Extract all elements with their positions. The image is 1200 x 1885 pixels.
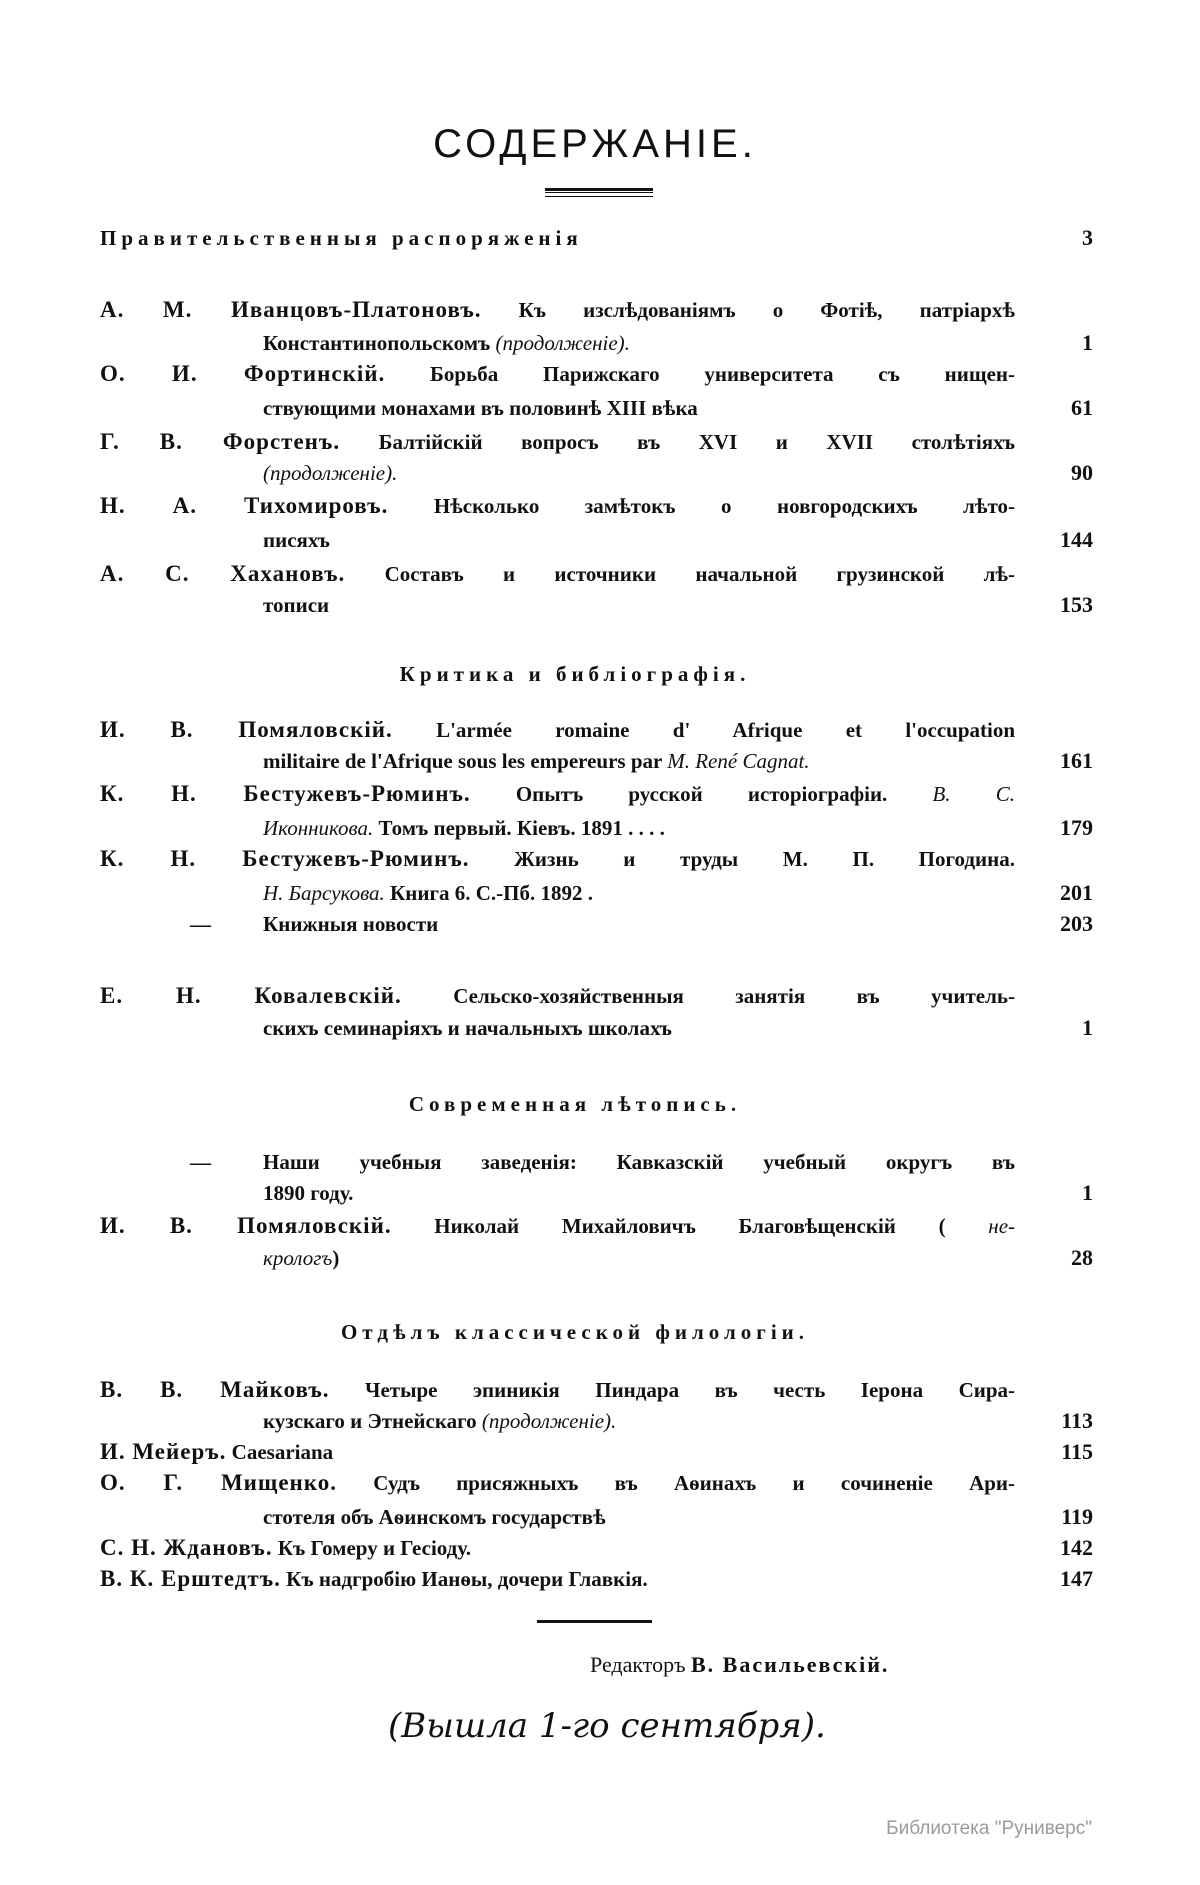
entry-line: [100, 294, 1015, 326]
page-number: 153: [1060, 592, 1093, 617]
entry-title: Жизнь и труды М. П. Погодина.: [514, 847, 1015, 871]
entry-title-italic: (продолженіе).: [263, 461, 398, 485]
entry-line: [100, 358, 1015, 390]
entry-title: Сельско-хозяйственныя занятія въ учитель-: [453, 984, 1016, 1008]
page-number: 203: [1060, 911, 1093, 936]
page-number: 201: [1060, 880, 1093, 905]
entry-author: Е. Н. Ковалевскій.: [100, 983, 402, 1008]
entry-author: В. К. Ерштедтъ.: [100, 1566, 281, 1591]
entry-title: Томъ первый. Кіевъ. 1891 . . . .: [378, 816, 665, 840]
entry-line: [100, 558, 1015, 590]
entry-line: [100, 1532, 1015, 1564]
page-number: 179: [1060, 815, 1093, 840]
entry-author: Н. А. Тихомировъ.: [100, 493, 389, 518]
entry-line: [100, 1563, 1015, 1595]
entry-title: писяхъ: [263, 528, 330, 552]
page-number: 161: [1060, 748, 1093, 773]
entry-title-italic: (продолженіе).: [495, 331, 630, 355]
title-divider-thin: [545, 192, 653, 197]
entry-title: Книга 6. С.-Пб. 1892 .: [390, 881, 594, 905]
entry-title: Къ изслѣдованіямъ о Фотіѣ, патріархѣ: [518, 298, 1016, 322]
page-number: 1: [1082, 330, 1093, 355]
page-number: 3: [1082, 225, 1093, 250]
entry-line: [100, 1210, 1015, 1242]
entry-line: [263, 457, 1015, 489]
entry-line: [100, 426, 1015, 458]
entry-line: [263, 877, 1015, 909]
entry-line: [263, 524, 1015, 556]
page-number: 28: [1071, 1245, 1093, 1270]
entry-title-italic: Н. Барсукова.: [263, 881, 391, 905]
entry-author: Г. В. Форстенъ.: [100, 429, 341, 454]
entry-title: Къ надгробію Ианѳы, дочери Главкія.: [286, 1567, 648, 1591]
entry-title-italic: (продолженіе).: [481, 1409, 617, 1433]
entry-author: О. Г. Мищенко.: [100, 1470, 337, 1495]
entry-title-italic: M. René Cagnat.: [667, 749, 810, 773]
footer-divider: [537, 1620, 652, 1623]
entry-title: Къ Гомеру и Гесіоду.: [277, 1536, 471, 1560]
entry-title: Четыре эпиникія Пиндара въ честь Іерона Сира-: [365, 1378, 1016, 1402]
entry-line: [263, 745, 1015, 777]
section-heading: Современная лѣтопись.: [408, 1092, 742, 1116]
entry-title: ): [332, 1246, 340, 1270]
editor-name: В. Васильевскій.: [690, 1652, 890, 1677]
page-number: 113: [1061, 1408, 1093, 1433]
entry-line: [100, 843, 1015, 875]
entry-line: [100, 714, 1015, 746]
entry-author: В. В. Майковъ.: [100, 1377, 330, 1402]
entry-title: тописи: [263, 593, 330, 617]
entry-title: Балтійскій вопросъ въ XVI и XVII столѣтіяхъ: [378, 430, 1015, 454]
entry-title: Опытъ русской исторіографіи.: [515, 782, 933, 806]
editor-credit: [590, 1652, 889, 1678]
entry-line: [263, 1012, 1015, 1044]
entry-author: И. В. Помяловскій.: [100, 717, 393, 742]
entry-line: [100, 490, 1015, 522]
page-number: 1: [1082, 1015, 1093, 1040]
entry-title-italic: крологъ: [263, 1246, 333, 1270]
dash-marker: —: [190, 912, 211, 936]
entry-line: [100, 1467, 1015, 1499]
entry-line: [100, 1374, 1015, 1406]
page-number: 115: [1061, 1439, 1093, 1464]
entry-line: [263, 1146, 1015, 1178]
entry-title: Судъ присяжныхъ въ Аѳинахъ и сочиненіе Ари-: [373, 1471, 1016, 1495]
entry-line: [263, 812, 1015, 844]
page-number: 61: [1071, 395, 1093, 420]
watermark: Библиотека "Руниверс": [886, 1818, 1092, 1839]
entry-line: [263, 1177, 1015, 1209]
entry-title-italic: Иконникова.: [263, 816, 379, 840]
entry-line: [263, 589, 1015, 621]
entry-line: [263, 1405, 1015, 1437]
page-number: 90: [1071, 460, 1093, 485]
entry-title: кузскаго и Этнейскаго: [263, 1409, 482, 1433]
entry-author: С. Н. Ждановъ.: [100, 1535, 273, 1560]
entry-title: Наши учебныя заведенія: Кавказскій учебный округъ въ: [263, 1150, 1015, 1174]
entry-title: стотеля объ Аѳинскомъ государствѣ: [263, 1505, 606, 1529]
entry-author: А. С. Хахановъ.: [100, 561, 346, 586]
entry-line: [100, 980, 1015, 1012]
entry-title: Нѣсколько замѣтокъ о новгородскихъ лѣто-: [433, 494, 1015, 518]
entry-title: Николай Михайловичъ Благовѣщенскій (: [434, 1214, 946, 1238]
page-number: 142: [1060, 1535, 1093, 1560]
entry-title-italic: В. С.: [932, 782, 1015, 806]
entry-title: L'armée romaine d' Afrique et l'occupation: [436, 718, 1016, 742]
entry-author: К. Н. Бестужевъ-Рюминъ.: [100, 846, 470, 871]
entry-line: [263, 392, 1015, 424]
page-number: 1: [1082, 1180, 1093, 1205]
entry-title: 1890 году.: [263, 1181, 354, 1205]
entry-title: скихъ семинаріяхъ и начальныхъ школахъ: [263, 1016, 672, 1040]
entry-line: [263, 1242, 1015, 1274]
section-heading: Правительственныя распоряженія: [100, 226, 583, 250]
page-number: 119: [1061, 1504, 1093, 1529]
entry-author: К. Н. Бестужевъ-Рюминъ.: [100, 781, 471, 806]
entry-author: И. Мейеръ.: [100, 1439, 227, 1464]
page-number: 147: [1060, 1566, 1093, 1591]
dash-marker: —: [190, 1150, 211, 1174]
section-heading: Критика и библіографія.: [399, 662, 751, 686]
handwritten-note: (Вышла 1-го сентября).: [388, 1706, 826, 1746]
entry-author: И. В. Помяловскій.: [100, 1213, 392, 1238]
entry-line: [100, 1436, 1015, 1468]
entry-title: militaire de l'Afrique sous les empereurs par: [263, 749, 668, 773]
entry-title: Константинопольскомъ: [263, 331, 496, 355]
entry-line: [263, 327, 1015, 359]
entry-title-italic: не-: [988, 1214, 1016, 1238]
entry-line: [100, 778, 1015, 810]
entry-title: Составъ и источники начальной грузинской лѣ-: [384, 562, 1015, 586]
section-heading: Отдѣлъ классической филологіи.: [340, 1320, 810, 1344]
entry-title: Caesariana: [231, 1440, 334, 1464]
entry-author: А. М. Иванцовъ-Платоновъ.: [100, 297, 482, 322]
entry-title: ствующими монахами въ половинѣ XIII вѣка: [263, 396, 698, 420]
page-title: СОДЕРЖАНІЕ.: [433, 122, 757, 166]
entry-title: Борьба Парижскаго университета съ нищен-: [430, 362, 1015, 386]
entry-line: [263, 908, 1015, 940]
entry-author: О. И. Фортинскій.: [100, 361, 386, 386]
page-number: 144: [1060, 527, 1093, 552]
editor-label: Редакторъ: [590, 1652, 686, 1677]
entry-title: Книжныя новости: [263, 912, 439, 936]
entry-line: [263, 1501, 1015, 1533]
title-divider: [545, 188, 653, 191]
